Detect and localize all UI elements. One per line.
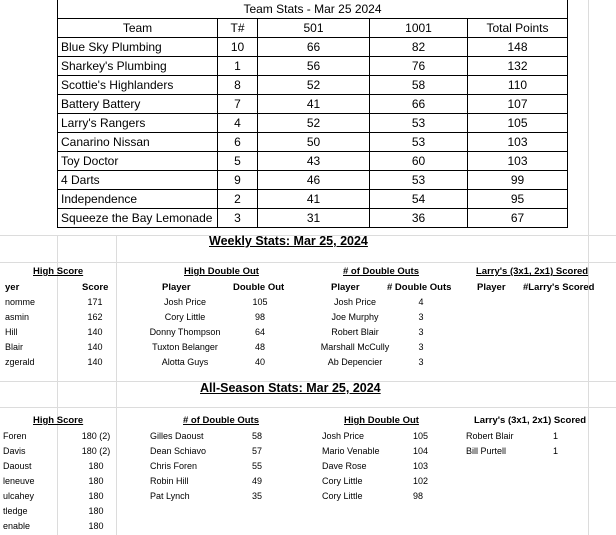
stat-value: 180 — [88, 521, 104, 531]
team-number: 8 — [218, 76, 258, 95]
team-name: 4 Darts — [58, 171, 218, 190]
team-name: Larry's Rangers — [58, 114, 218, 133]
stat-value: 180 — [88, 506, 104, 516]
team-row — [58, 190, 568, 209]
player-name: Joe Murphy — [331, 312, 379, 322]
score-501: 46 — [258, 171, 370, 190]
stat-value: 48 — [254, 342, 265, 352]
stat-value: 64 — [254, 327, 265, 337]
season-larrys-title: Larry's (3x1, 2x1) Scored — [474, 415, 587, 426]
team-number: 9 — [218, 171, 258, 190]
stat-value: 171 — [87, 297, 103, 307]
score-501: 50 — [258, 133, 370, 152]
season-stats-title: All-Season Stats: Mar 25, 2024 — [200, 381, 381, 395]
player-name: Donny Thompson — [149, 327, 221, 337]
weekly-num-double-outs-title: # of Double Outs — [343, 266, 419, 277]
team-name: Squeeze the Bay Lemonade — [58, 209, 218, 228]
player-name: Dean Schiavo — [150, 446, 207, 456]
player-name: enable — [3, 521, 31, 531]
player-name: nomme — [5, 297, 36, 307]
total-points: 148 — [468, 38, 568, 57]
stat-value: 49 — [252, 476, 263, 486]
team-name: Toy Doctor — [58, 152, 218, 171]
gridline — [588, 0, 589, 535]
gridline — [57, 235, 58, 535]
score-1001: 76 — [370, 57, 468, 76]
player-name: Alotta Guys — [161, 357, 209, 367]
player-name: leneuve — [3, 476, 35, 486]
score-1001: 82 — [370, 38, 468, 57]
weekly-larrys-col-player: Player — [477, 282, 506, 293]
player-name: Tuxton Belanger — [152, 342, 218, 352]
player-name: Robin Hill — [150, 476, 189, 486]
weekly-hdo-col-player: Player — [162, 282, 191, 293]
score-1001: 66 — [370, 95, 468, 114]
stat-value: 55 — [252, 461, 263, 471]
stat-value: 180 — [88, 491, 104, 501]
total-points: 103 — [468, 133, 568, 152]
team-name: Blue Sky Plumbing — [58, 38, 218, 57]
total-points: 95 — [468, 190, 568, 209]
weekly-ndo-col-player: Player — [331, 282, 360, 293]
player-name: Hill — [5, 327, 18, 337]
season-num-double-outs-title: # of Double Outs — [183, 415, 259, 426]
player-name: Cory Little — [322, 491, 363, 501]
total-points: 110 — [468, 76, 568, 95]
stat-value: 57 — [252, 446, 263, 456]
score-501: 56 — [258, 57, 370, 76]
player-name: asmin — [5, 312, 30, 322]
team-name: Scottie's Highlanders — [58, 76, 218, 95]
team-row — [58, 114, 568, 133]
score-1001: 53 — [370, 171, 468, 190]
player-name: Bill Purtell — [466, 446, 507, 456]
score-1001: 53 — [370, 114, 468, 133]
stat-value: 180 (2) — [81, 446, 111, 456]
team-name: Battery Battery — [58, 95, 218, 114]
score-1001: 36 — [370, 209, 468, 228]
player-name: Marshall McCully — [320, 342, 390, 352]
team-stats-table — [57, 0, 568, 228]
player-name: Mario Venable — [322, 446, 380, 456]
stat-value: 4 — [418, 297, 424, 307]
team-row — [58, 171, 568, 190]
stat-value: 98 — [254, 312, 265, 322]
stat-value: 3 — [418, 327, 424, 337]
player-name: Cory Little — [164, 312, 206, 322]
weekly-high-score-title: High Score — [33, 266, 84, 277]
player-name: Ab Depencier — [327, 357, 383, 367]
weekly-hdo-col-double-out: Double Out — [233, 282, 285, 293]
stat-value: 180 — [88, 476, 104, 486]
score-501: 52 — [258, 76, 370, 95]
score-501: 41 — [258, 190, 370, 209]
team-number: 3 — [218, 209, 258, 228]
team-name: Sharkey's Plumbing — [58, 57, 218, 76]
player-name: zgerald — [5, 357, 35, 367]
weekly-high-score-col-player: yer — [5, 282, 20, 293]
score-501: 41 — [258, 95, 370, 114]
weekly-high-score-col-score: Score — [82, 282, 109, 293]
player-name: Josh Price — [333, 297, 377, 307]
col-header-1001: 1001 — [370, 19, 468, 38]
player-name: Josh Price — [163, 297, 207, 307]
stat-value: 3 — [418, 357, 424, 367]
stat-value: 180 — [88, 461, 104, 471]
weekly-high-double-out-title: High Double Out — [184, 266, 259, 277]
score-501: 66 — [258, 38, 370, 57]
weekly-larrys-title: Larry's (3x1, 2x1) Scored — [476, 266, 589, 277]
team-row — [58, 133, 568, 152]
player-name: Dave Rose — [322, 461, 367, 471]
stat-value: 140 — [87, 327, 103, 337]
team-row — [58, 76, 568, 95]
stat-value: 180 (2) — [81, 431, 111, 441]
player-name: Robert Blair — [466, 431, 514, 441]
team-row — [58, 38, 568, 57]
col-header-total: Total Points — [468, 19, 568, 38]
total-points: 103 — [468, 152, 568, 171]
score-1001: 54 — [370, 190, 468, 209]
player-name: Pat Lynch — [150, 491, 190, 501]
team-row — [58, 152, 568, 171]
team-number: 10 — [218, 38, 258, 57]
team-stats-title: Team Stats - Mar 25 2024 — [58, 0, 568, 19]
score-501: 43 — [258, 152, 370, 171]
player-name: Cory Little — [322, 476, 363, 486]
weekly-stats-title: Weekly Stats: Mar 25, 2024 — [209, 234, 368, 248]
score-501: 31 — [258, 209, 370, 228]
stat-value: 102 — [413, 476, 429, 486]
team-name: Independence — [58, 190, 218, 209]
col-header-team: Team — [58, 19, 218, 38]
stat-value: 140 — [87, 342, 103, 352]
total-points: 132 — [468, 57, 568, 76]
stat-value: 1 — [553, 431, 559, 441]
stat-value: 58 — [252, 431, 263, 441]
player-name: Robert Blair — [331, 327, 379, 337]
gridline — [116, 235, 117, 535]
team-row — [58, 57, 568, 76]
score-1001: 53 — [370, 133, 468, 152]
player-name: Gilles Daoust — [150, 431, 204, 441]
stat-value: 105 — [252, 297, 268, 307]
stat-value: 104 — [413, 446, 429, 456]
player-name: Blair — [5, 342, 24, 352]
season-high-score-title: High Score — [33, 415, 84, 426]
col-header-501: 501 — [258, 19, 370, 38]
weekly-ndo-col-count: # Double Outs — [387, 282, 452, 293]
team-number: 2 — [218, 190, 258, 209]
team-number: 1 — [218, 57, 258, 76]
player-name: Davis — [3, 446, 26, 456]
stat-value: 98 — [413, 491, 424, 501]
total-points: 107 — [468, 95, 568, 114]
team-row — [58, 95, 568, 114]
team-number: 6 — [218, 133, 258, 152]
stat-value: 105 — [413, 431, 429, 441]
stat-value: 103 — [413, 461, 429, 471]
score-1001: 60 — [370, 152, 468, 171]
total-points: 67 — [468, 209, 568, 228]
team-number: 7 — [218, 95, 258, 114]
gridline — [0, 262, 616, 263]
score-501: 52 — [258, 114, 370, 133]
stat-value: 40 — [254, 357, 265, 367]
team-number: 5 — [218, 152, 258, 171]
stat-value: 3 — [418, 342, 424, 352]
player-name: ulcahey — [3, 491, 35, 501]
gridline — [0, 407, 616, 408]
stat-value: 162 — [87, 312, 103, 322]
player-name: Foren — [3, 431, 27, 441]
team-row — [58, 209, 568, 228]
player-name: Daoust — [3, 461, 32, 471]
score-1001: 58 — [370, 76, 468, 95]
stat-value: 1 — [553, 446, 559, 456]
team-stats-header-row — [58, 19, 568, 38]
total-points: 105 — [468, 114, 568, 133]
team-name: Canarino Nissan — [58, 133, 218, 152]
stat-value: 3 — [418, 312, 424, 322]
weekly-larrys-col-count: #Larry's Scored — [523, 282, 595, 293]
stat-value: 35 — [252, 491, 263, 501]
total-points: 99 — [468, 171, 568, 190]
player-name: tledge — [3, 506, 28, 516]
season-high-double-out-title: High Double Out — [344, 415, 419, 426]
col-header-tnum: T# — [218, 19, 258, 38]
player-name: Josh Price — [322, 431, 365, 441]
stat-value: 140 — [87, 357, 103, 367]
team-number: 4 — [218, 114, 258, 133]
player-name: Chris Foren — [150, 461, 198, 471]
